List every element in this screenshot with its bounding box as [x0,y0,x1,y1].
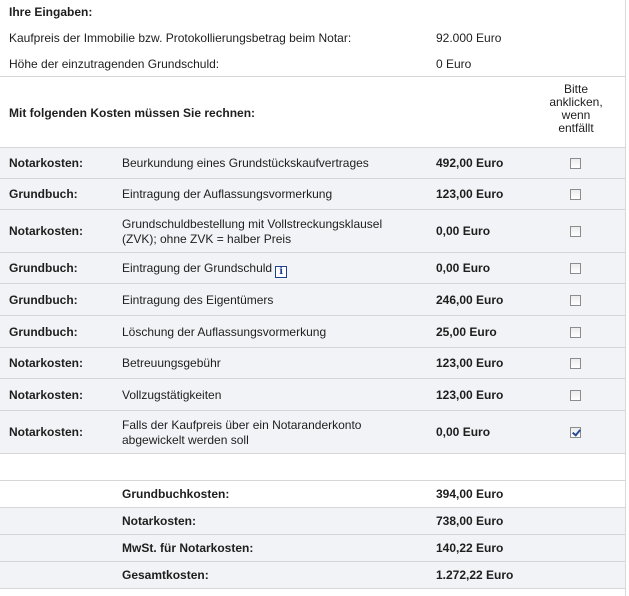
cost-category: Grundbuch: [9,293,78,307]
costs-heading-row [0,77,625,148]
info-icon[interactable]: i [275,266,287,278]
cost-row [0,316,625,348]
total-value-mwst: 140,22 Euro [436,541,504,555]
cost-category: Notarkosten: [9,156,84,170]
costs-heading: Mit folgenden Kosten müssen Sie rechnen: [9,106,256,120]
cost-description: Betreuungsgebühr [122,356,221,370]
cost-category: Notarkosten: [9,388,84,402]
total-label-gesamtkosten: Gesamtkosten: [122,568,209,582]
cost-amount: 492,00 Euro [436,156,504,170]
cost-amount: 0,00 Euro [436,425,491,439]
cost-row [0,253,625,284]
inputs-heading: Ihre Eingaben: [9,5,93,19]
cost-description: Beurkundung eines Grundstückskaufvertrages [122,156,369,170]
checkbox-note-line: anklicken, [549,95,603,109]
cost-description: Eintragung des Eigentümers [122,293,274,307]
cost-category: Notarkosten: [9,356,84,370]
input-row-grundschuld [0,52,625,77]
input-value-kaufpreis: 92.000 Euro [436,31,502,45]
exclude-checkbox[interactable] [570,327,581,338]
checkbox-note-line: entfällt [558,121,594,135]
exclude-checkbox[interactable] [570,390,581,401]
checkbox-note [543,83,609,135]
cost-row [0,411,625,454]
inputs-heading-row [0,0,625,26]
checkbox-note-line: Bitte [563,82,588,96]
total-value-grundbuchkosten: 394,00 Euro [436,487,504,501]
exclude-checkbox[interactable] [570,189,581,200]
spacer-row [0,454,625,481]
total-row [0,508,625,535]
cost-row [0,210,625,253]
cost-description: Löschung der Auflassungsvormerkung [122,325,327,339]
exclude-checkbox[interactable] [570,295,581,306]
total-row [0,535,625,562]
cost-amount: 123,00 Euro [436,187,504,201]
input-value-grundschuld: 0 Euro [436,57,472,71]
cost-description: Eintragung der Auflassungsvormerkung [122,187,333,201]
total-label-mwst: MwSt. für Notarkosten: [122,541,254,555]
cost-description-line: abgewickelt werden soll [122,433,249,447]
exclude-checkbox[interactable] [570,427,581,438]
exclude-checkbox[interactable] [570,263,581,274]
total-value-gesamtkosten: 1.272,22 Euro [436,568,514,582]
cost-row [0,148,625,179]
cost-category: Grundbuch: [9,187,78,201]
cost-row [0,348,625,379]
input-label-grundschuld: Höhe der einzutragenden Grundschuld: [9,57,220,71]
cost-amount: 123,00 Euro [436,388,504,402]
total-row [0,481,625,508]
total-label-grundbuchkosten: Grundbuchkosten: [122,487,230,501]
cost-amount: 0,00 Euro [436,261,491,275]
cost-description-line: Grundschuldbestellung mit Vollstreckungsklausel [122,217,383,231]
cost-amount: 246,00 Euro [436,293,504,307]
cost-row [0,284,625,316]
cost-description [122,418,412,448]
input-label-kaufpreis: Kaufpreis der Immobilie bzw. Protokollierungsbetrag beim Notar: [9,31,352,45]
cost-category: Grundbuch: [9,325,78,339]
cost-category: Grundbuch: [9,261,78,275]
cost-description [122,261,412,278]
exclude-checkbox[interactable] [570,226,581,237]
cost-description-line: Falls der Kaufpreis über ein Notaranderkonto [122,418,362,432]
exclude-checkbox[interactable] [570,158,581,169]
cost-description-line: (ZVK); ohne ZVK = halber Preis [122,232,292,246]
input-row-kaufpreis [0,26,625,52]
cost-description: Vollzugstätigkeiten [122,388,222,402]
cost-row [0,379,625,411]
exclude-checkbox[interactable] [570,358,581,369]
cost-category: Notarkosten: [9,224,84,238]
total-row [0,562,625,589]
total-label-notarkosten: Notarkosten: [122,514,197,528]
cost-description [122,217,412,247]
checkbox-note-line: wenn [561,108,591,122]
cost-amount: 0,00 Euro [436,224,491,238]
total-value-notarkosten: 738,00 Euro [436,514,504,528]
cost-category: Notarkosten: [9,425,84,439]
cost-amount: 123,00 Euro [436,356,504,370]
cost-description-text: Eintragung der Grundschuld [122,261,273,275]
cost-amount: 25,00 Euro [436,325,497,339]
cost-row [0,179,625,210]
